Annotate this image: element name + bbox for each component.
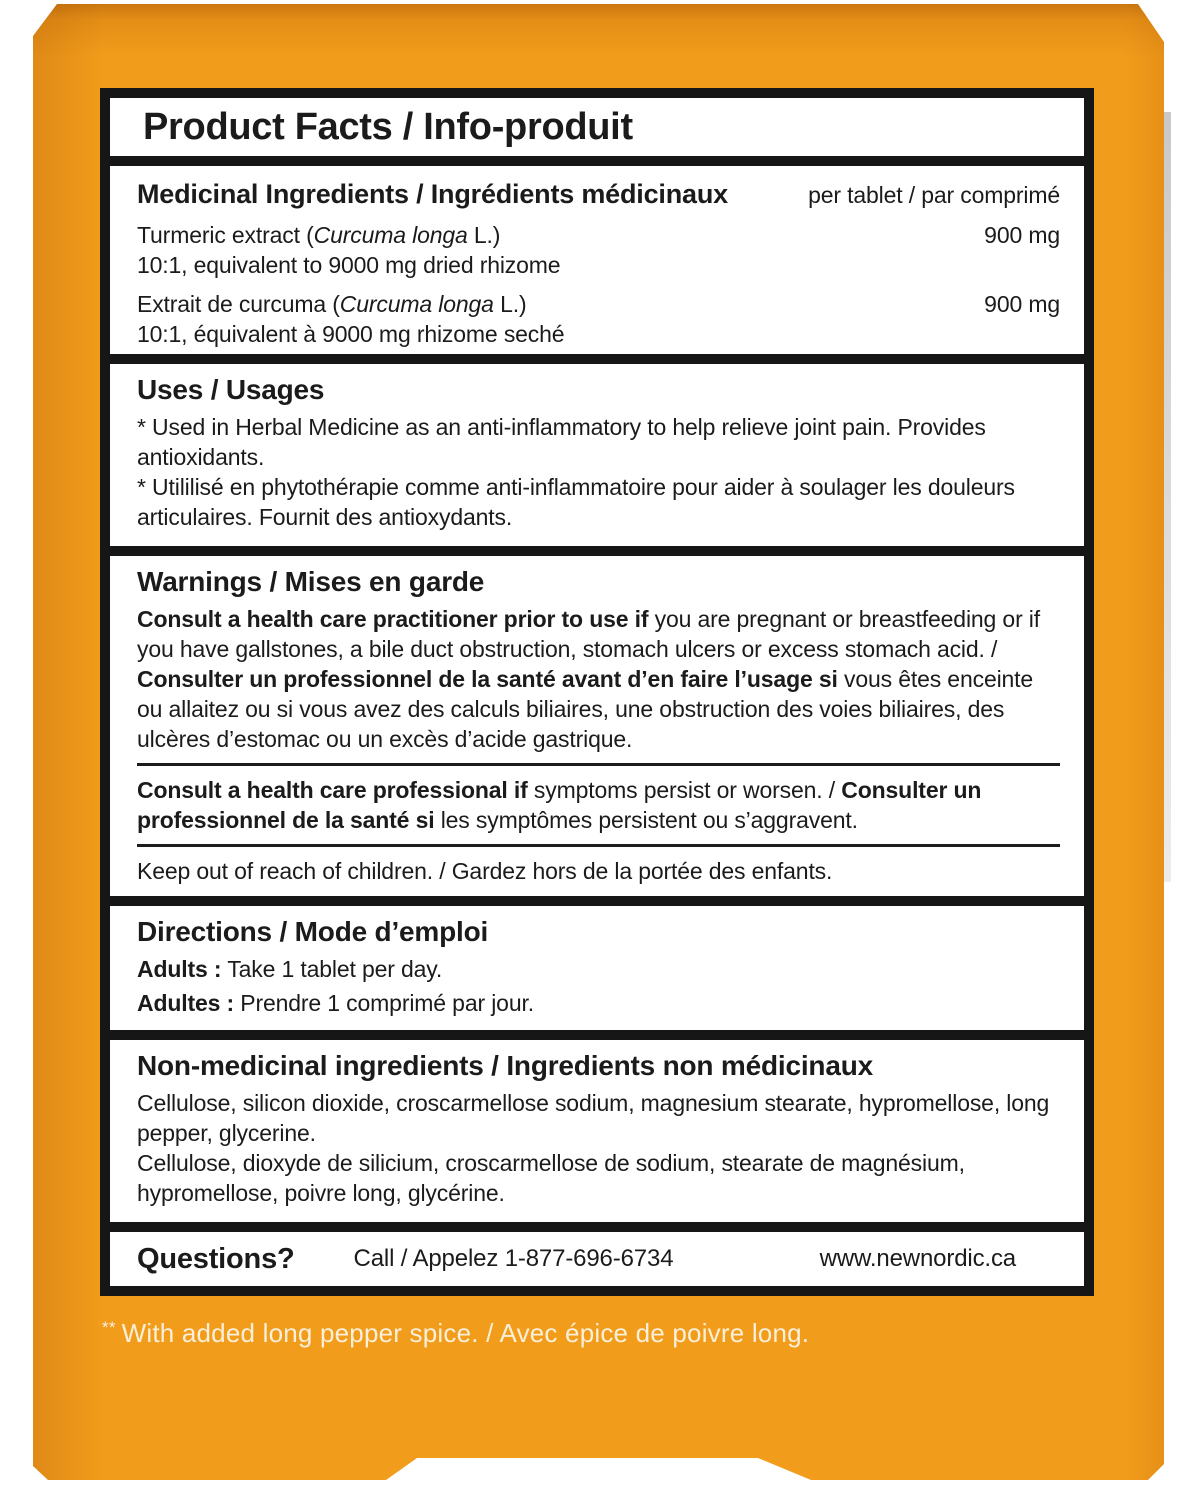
uses-line-en: * Used in Herbal Medicine as an anti-inflammatory to help relieve joint pain. Provides antioxidants. xyxy=(137,414,986,470)
non-medicinal-heading: Non-medicinal ingredients / Ingredients non médicinaux xyxy=(137,1050,873,1081)
ingredient-name: Turmeric extract (Curcuma longa L.) xyxy=(137,222,501,248)
warnings-paragraph-2: Consult a health care professional if symptoms persist or worsen. / Consulter un professionnel de la santé si les symptômes persistent ou s’aggravent. xyxy=(137,777,982,833)
questions-section xyxy=(110,1232,1084,1286)
box-side-shadow xyxy=(1164,112,1171,882)
website-url: www.newnordic.ca xyxy=(819,1245,1016,1272)
ingredient-sub: 10:1, equivalent to 9000 mg dried rhizome xyxy=(137,252,561,278)
warnings-heading: Warnings / Mises en garde xyxy=(137,566,485,597)
non-medicinal-list-en: Cellulose, silicon dioxide, croscarmellose sodium, magnesium stearate, hypromellose, long pepper, glycerine. xyxy=(137,1090,1050,1146)
per-tablet-label: per tablet / par comprimé xyxy=(808,182,1060,208)
label-title: Product Facts / Info-produit xyxy=(143,105,633,148)
directions-section xyxy=(110,906,1084,1030)
divider xyxy=(137,844,1060,847)
warnings-paragraph-1: Consult a health care practitioner prior to use if you are pregnant or breastfeeding or if you have gallstones, a bile duct obstruction, stomach ulcers or excess stomach acid. / Consulter un professionnel de la santé avant d’en faire l’usage si vous êtes enceinte ou allaitez ou si vous avez des calculs biliaires, une obstruction des voies biliaires, des ulcères d’estomac ou un excès d’acide gastrique. xyxy=(137,606,1041,752)
non-medicinal-list-fr: Cellulose, dioxyde de silicium, croscarmellose de sodium, stearate de magnésium, hypromellose, poivre long, glycérine. xyxy=(137,1150,965,1206)
directions-line-fr: Adultes : Prendre 1 comprimé par jour. xyxy=(137,990,534,1016)
directions-line-en: Adults : Take 1 tablet per day. xyxy=(137,956,443,982)
footer-note xyxy=(102,1318,1062,1349)
ingredient-row xyxy=(137,220,1060,250)
medicinal-ingredients-section xyxy=(110,166,1084,354)
uses-section xyxy=(110,364,1084,546)
phone-number: Call / Appelez 1-877-696-6734 xyxy=(353,1245,674,1272)
questions-label: Questions? xyxy=(137,1242,295,1275)
directions-heading: Directions / Mode d’emploi xyxy=(137,916,489,947)
uses-heading: Uses / Usages xyxy=(137,374,325,405)
footer-note-text: With added long pepper spice. / Avec épice de poivre long. xyxy=(121,1318,810,1348)
non-medicinal-section xyxy=(110,1040,1084,1222)
medicinal-heading: Medicinal Ingredients / Ingrédients médicinaux xyxy=(137,179,728,209)
divider xyxy=(137,763,1060,766)
product-facts-label xyxy=(100,88,1094,1296)
ingredient-amount: 900 mg xyxy=(984,291,1060,317)
footer-note-asterisks: ** xyxy=(102,1318,116,1337)
warnings-section xyxy=(110,556,1084,896)
ingredient-sub: 10:1, équivalent à 9000 mg rhizome seché xyxy=(137,321,565,347)
ingredient-amount: 900 mg xyxy=(984,222,1060,248)
title-section xyxy=(110,98,1084,156)
uses-line-fr: * Utililisé en phytothérapie comme anti-inflammatoire pour aider à soulager les douleurs articulaires. Fournit des antioxydants. xyxy=(137,474,1015,530)
ingredient-row xyxy=(137,289,1060,319)
warnings-paragraph-3: Keep out of reach of children. / Gardez hors de la portée des enfants. xyxy=(137,858,833,884)
ingredient-name: Extrait de curcuma (Curcuma longa L.) xyxy=(137,291,527,317)
